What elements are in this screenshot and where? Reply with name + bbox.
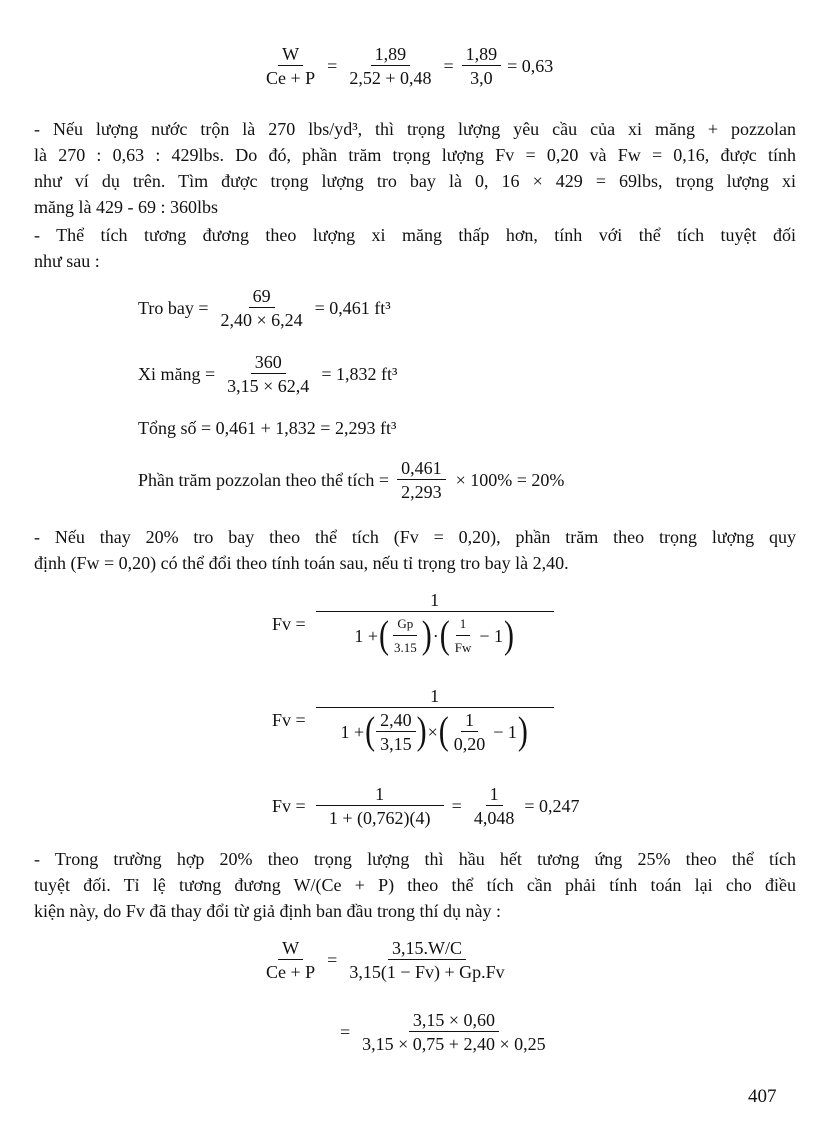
fraction-w-ce-p: [262, 938, 319, 982]
result: = 0,247: [524, 795, 580, 816]
denominator: 3,15: [380, 734, 412, 754]
equation-xi-mang: [138, 352, 397, 396]
equation-wc-volume: [262, 938, 509, 982]
label: Fv =: [272, 795, 306, 816]
text-line: - Nếu lượng nước trộn là 270 lbs/yd³, thì trọng lượng yêu cầu của xi măng + pozzolan: [34, 119, 796, 139]
equation-wc-substituted: [340, 1010, 550, 1054]
text-line: là 270 : 0,63 : 429lbs. Do đó, phần trăm trọng lượng Fv = 0,20 và Fw = 0,16, được tính: [34, 145, 796, 165]
equals-sign: =: [451, 795, 462, 816]
fraction: [316, 590, 554, 658]
fraction-fw: [451, 614, 476, 658]
fraction: [217, 286, 307, 330]
equals-sign: =: [443, 55, 454, 76]
numerator: 1: [486, 784, 503, 806]
minus-one: − 1: [479, 626, 504, 646]
text-line: măng là 429 - 69 : 360lbs: [34, 197, 218, 217]
numerator: W: [278, 938, 303, 960]
minus-one: − 1: [493, 722, 517, 742]
fraction: [316, 686, 554, 754]
fraction-right: [462, 44, 502, 88]
numerator: W: [278, 44, 303, 66]
equation-fv-general: [272, 590, 554, 658]
denominator: 3,15 × 0,75 + 2,40 × 0,25: [362, 1034, 546, 1054]
denominator: 3,15 × 62,4: [227, 376, 310, 396]
numerator: 1: [461, 710, 478, 732]
result: = 0,461 ft³: [314, 297, 391, 318]
denominator: 1 + ( $\frac{2,40}{3,15}$ ) × ( $\frac{1}{0,20}$ − 1 ): [340, 709, 528, 754]
denominator: 0,20: [453, 734, 486, 754]
numerator: 1: [456, 614, 471, 636]
paragraph-4: [34, 846, 796, 924]
text-line: định (Fw = 0,20) có thể đổi theo tính toán sau, nếu tỉ trọng tro bay là 2,40.: [34, 553, 569, 573]
fraction-2: [470, 784, 519, 828]
result: = 0,63: [507, 55, 554, 76]
one-plus: 1 +: [340, 722, 365, 742]
times: ×: [427, 722, 438, 742]
denominator: Ce + P: [266, 962, 316, 982]
fraction-general: [345, 938, 508, 982]
numerator: 1,89: [462, 44, 502, 66]
equation-tro-bay: [138, 286, 391, 330]
paragraph-3: [34, 524, 796, 576]
text-line: như ví dụ trên. Tìm được trọng lượng tro bay là 0, 16 × 429 = 69lbs, trọng lượng xi: [34, 171, 796, 191]
fraction-substituted: [358, 1010, 549, 1054]
fraction-240-315: [376, 710, 416, 754]
denominator: 2,293: [401, 482, 442, 502]
denominator: Fw: [454, 640, 472, 655]
denominator: 1 + (0,762)(4): [328, 808, 431, 828]
label: Fv =: [272, 613, 306, 634]
denominator: 2,52 + 0,48: [349, 68, 432, 88]
numerator: 3,15 × 0,60: [409, 1010, 499, 1032]
numerator: 1,89: [371, 44, 411, 66]
text-line: như sau :: [34, 251, 100, 271]
fraction-w-ce-p: [262, 44, 319, 88]
page-number: 407: [748, 1086, 777, 1107]
fraction-1: [316, 784, 444, 828]
text-line: - Nếu thay 20% tro bay theo thể tích (Fv = 0,20), phần trăm theo trọng lượng quy: [34, 527, 796, 547]
text-line: tuyệt đối. Tỉ lệ tương đương W/(Ce + P) theo thể tích cần phải tính toán lại cho điều: [34, 875, 796, 895]
denominator: 3,0: [470, 68, 493, 88]
numerator: 1: [316, 686, 554, 708]
dot: ·: [432, 626, 439, 646]
label: Fv =: [272, 709, 306, 730]
denominator: 3,15(1 − Fv) + Gp.Fv: [349, 962, 505, 982]
numerator: 3,15.W/C: [388, 938, 466, 960]
numerator: 1: [316, 784, 444, 806]
label: Xi măng =: [138, 363, 216, 384]
equation-phan-tram: [138, 458, 564, 502]
numerator: 2,40: [376, 710, 416, 732]
label: Phần trăm pozzolan theo thể tích =: [138, 469, 390, 490]
fraction: [223, 352, 313, 396]
equation-ratio: [262, 44, 553, 88]
paragraph-1: [34, 116, 796, 220]
numerator: 0,461: [397, 458, 446, 480]
fraction-mid: [345, 44, 435, 88]
result: × 100% = 20%: [455, 469, 565, 490]
fraction-gp: [390, 614, 421, 658]
fraction-1-020: [450, 710, 490, 754]
denominator: Ce + P: [266, 68, 316, 88]
denominator: 1 + ( $\frac{Gp}{3.15}$ ) · ( $\frac{1}{Fw}$ − 1 ): [354, 613, 515, 657]
numerator: Gp: [393, 614, 417, 636]
text-line: kiện này, do Fv đã thay đổi từ giả định ban đầu trong thí dụ này :: [34, 901, 502, 921]
equation-tong-so: Tổng số = 0,461 + 1,832 = 2,293 ft³: [138, 418, 397, 438]
paragraph-2: [34, 222, 796, 274]
numerator: 1: [316, 590, 554, 612]
equals-sign: =: [340, 1021, 351, 1042]
fraction: [397, 458, 446, 502]
one-plus: 1 +: [354, 626, 378, 646]
denominator: 4,048: [473, 808, 515, 828]
equals-sign: =: [327, 949, 338, 970]
text-line: - Thể tích tương đương theo lượng xi măng thấp hơn, tính với thể tích tuyệt đối: [34, 225, 796, 245]
label: Tro bay =: [138, 297, 209, 318]
numerator: 360: [251, 352, 286, 374]
denominator: 3.15: [393, 640, 417, 655]
denominator: 2,40 × 6,24: [220, 310, 303, 330]
numerator: 69: [249, 286, 275, 308]
text-line: - Trong trường hợp 20% theo trọng lượng thì hầu hết tương ứng 25% theo thể tích: [34, 849, 796, 869]
equation-fv-substituted: [272, 686, 554, 754]
equals-sign: =: [327, 55, 338, 76]
result: = 1,832 ft³: [321, 363, 398, 384]
equation-fv-result: [272, 784, 579, 828]
